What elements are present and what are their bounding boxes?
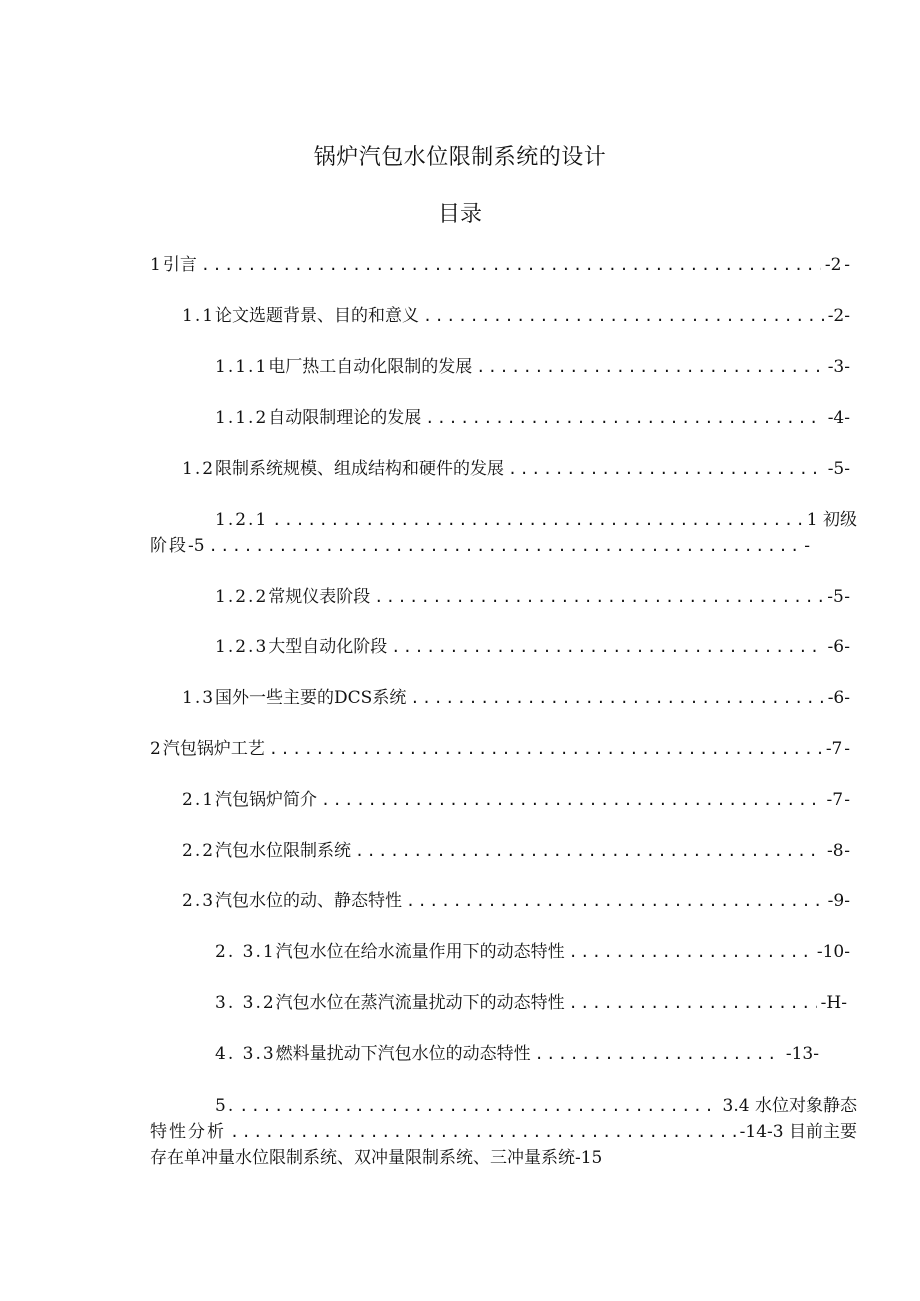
toc-entry-number: 特性分析 (150, 1122, 226, 1142)
toc-entry-number: 1.2 (182, 459, 216, 479)
toc-entry-label: 电厂热工自动化限制的发展 (268, 357, 473, 377)
leader-dots (201, 252, 821, 278)
leader-dots (321, 787, 822, 813)
toc-entry-continuation[interactable]: 存在单冲量水位限制系统、双冲量限制系统、三冲量系统-15 (150, 1148, 603, 1168)
toc-entry-label: 国外一些主要的DCS系统 (215, 688, 407, 708)
toc-entry-dash: - (844, 459, 850, 479)
toc-entry-number: 1.2.2 (215, 587, 269, 607)
leader-dots (355, 838, 823, 864)
toc-entry-page: -7 (826, 790, 844, 810)
leader-dots (569, 990, 817, 1016)
toc-entry[interactable] (182, 303, 850, 329)
toc-entry-label: 常规仪表阶段 (268, 587, 371, 607)
toc-entry-number: 2.1 (182, 790, 216, 810)
toc-entry-page: -2 (824, 255, 842, 275)
toc-entry-page: 3.4 水位对象静态 (722, 1096, 857, 1116)
leader-dots (391, 634, 823, 660)
toc-entry-number: 1.1.1 (215, 357, 269, 377)
toc-entry-label: 汽包水位的动、静态特性 (215, 891, 403, 911)
toc-entry[interactable] (182, 787, 850, 813)
toc-entry-label: 汽包锅炉工艺 (162, 739, 265, 759)
toc-entry-label: 汽包锅炉简介 (215, 790, 318, 810)
leader-dots (425, 405, 823, 431)
toc-entry[interactable] (215, 584, 850, 610)
toc-entry-number: 1.1 (182, 306, 216, 326)
toc-entry-page: -5 (188, 536, 205, 556)
document-title: 锅炉汽包水位限制系统的设计 (313, 145, 607, 170)
toc-entry-number: 1.1.2 (215, 408, 269, 428)
toc-entry-page: -10 (816, 942, 845, 962)
toc-entry-page: -3 (827, 357, 845, 377)
toc-entry[interactable] (182, 888, 850, 914)
toc-entry-number: 2 (150, 739, 163, 759)
toc-entry-number: 4. 3.3 (215, 1044, 276, 1064)
toc-entry-dash: - (844, 841, 850, 861)
toc-entry-label: 汽包水位限制系统 (215, 841, 352, 861)
toc-entry[interactable] (182, 685, 850, 711)
toc-entry-number: 2.3 (182, 891, 216, 911)
toc-entry-dash: - (804, 536, 810, 556)
toc-entry-page: -5 (827, 587, 844, 607)
toc-entry-page: -6 (827, 688, 845, 708)
leader-dots (508, 456, 824, 482)
toc-entry-dash: - (844, 739, 850, 759)
toc-entry[interactable] (215, 507, 857, 533)
toc-entry-label: 汽包水位在蒸汽流量扰动下的动态特性 (275, 993, 565, 1013)
toc-entry[interactable] (150, 736, 850, 762)
toc-entry[interactable] (215, 405, 850, 431)
toc-entry-label: 引言 (162, 255, 197, 275)
toc-entry-number: 1 (150, 255, 163, 275)
toc-entry-label: 大型自动化阶段 (268, 637, 388, 657)
toc-entry-label: 汽包水位在给水流量作用下的动态特性 (275, 942, 565, 962)
toc-entry[interactable] (215, 990, 847, 1016)
toc-entry-dash: - (844, 637, 850, 657)
toc-entry-page: -13- (785, 1044, 819, 1064)
toc-entry-label: 自动限制理论的发展 (268, 408, 422, 428)
toc-entry-dash: - (844, 790, 850, 810)
toc-entry[interactable] (215, 1093, 857, 1119)
toc-entry-page: -8 (826, 841, 844, 861)
leader-dots (239, 1093, 718, 1119)
leader-dots (374, 584, 823, 610)
toc-entry-continuation[interactable] (150, 1119, 857, 1145)
leader-dots (230, 1119, 736, 1145)
toc-entry-page: -7 (825, 739, 843, 759)
leader-dots (569, 939, 813, 965)
toc-entry-label: 论文选题背景、目的和意义 (215, 306, 420, 326)
leader-dots (410, 685, 823, 711)
toc-entry-dash: - (844, 587, 850, 607)
toc-entry-number: 1.2.1 (215, 510, 269, 530)
toc-heading: 目录 (437, 202, 482, 227)
toc-entry[interactable] (215, 1041, 819, 1067)
toc-entry[interactable] (150, 252, 850, 278)
toc-entry-dash: - (844, 357, 850, 377)
toc-entry-label: 限制系统规模、组成结构和硬件的发展 (215, 459, 505, 479)
toc-entry[interactable] (215, 939, 850, 965)
toc-entry-dash: - (844, 255, 850, 275)
toc-entry[interactable] (215, 634, 850, 660)
leader-dots (535, 1041, 782, 1067)
toc-entry-page: -2 (827, 306, 845, 326)
toc-entry-page: -4 (827, 408, 845, 428)
toc-entry-number: 3. 3.2 (215, 993, 276, 1013)
toc-entry-dash: - (844, 891, 850, 911)
toc-entry-page: -9 (827, 891, 845, 911)
toc-entry-number: 2. 3.1 (215, 942, 276, 962)
toc-entry-dash: - (844, 942, 850, 962)
leader-dots (269, 736, 822, 762)
toc-entry-dash: - (844, 306, 850, 326)
leader-dots (272, 507, 803, 533)
toc-entry-number: 5. (215, 1096, 236, 1116)
toc-entry-page: -6 (827, 637, 845, 657)
toc-entry-number: 阶段 (150, 536, 188, 556)
toc-entry-number: 1.2.3 (215, 637, 269, 657)
leader-dots (406, 888, 824, 914)
toc-entry-continuation[interactable] (150, 533, 810, 559)
leader-dots (423, 303, 824, 329)
toc-entry-page: -5 (827, 459, 845, 479)
toc-entry[interactable] (182, 838, 850, 864)
toc-entry-number: 2.2 (182, 841, 216, 861)
toc-entry[interactable] (182, 456, 850, 482)
toc-entry-dash: - (844, 408, 850, 428)
toc-entry[interactable] (215, 354, 850, 380)
toc-entry-number: 1.3 (182, 688, 216, 708)
toc-entry-dash: - (844, 688, 850, 708)
toc-entry-page: -14-3 目前主要 (739, 1122, 857, 1142)
leader-dots (209, 533, 801, 559)
toc-entry-page: -H- (820, 993, 847, 1013)
leader-dots (476, 354, 823, 380)
toc-entry-label: 燃料量扰动下汽包水位的动态特性 (275, 1044, 531, 1064)
toc-entry-page: 1 初级 (806, 510, 857, 530)
